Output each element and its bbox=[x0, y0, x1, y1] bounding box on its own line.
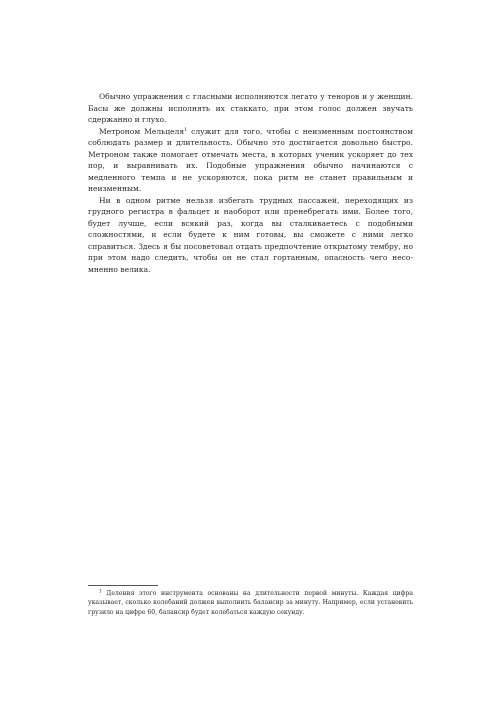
paragraph-metronome-rest: служит для того, чтобы с неизменным постоянством соблюдать размер и длительность. Обычно это достигается довольно быстро. Метроном также помогает отмечать места, в которых ученик ускоряет до тех пор, и выравнивать их. Подобные упражнения обычно начинаются с медленного темпа и не ускоряются, пока ритм не станет правильным и неизменным. bbox=[88, 126, 413, 193]
footnote-divider bbox=[88, 585, 158, 586]
footnote bbox=[88, 589, 413, 617]
footnote-number: 1 bbox=[99, 589, 102, 595]
paragraph-vowel-exercises: Обычно упражнения с гласными исполняются легато у теноров и у женщин. Басы же должны исполнять их стаккато, при этом голос должен звучать сдержанно и глухо. bbox=[88, 92, 413, 124]
paragraph-register-passages: Ни в одном ритме нельзя избегать трудных пассажей, переходящих из грудного регистра в фальцет и наоборот или пренебрегать ими. Более того, будет лучше, если всякий раз, когда вы сталкиваетесь с подобными сложностями, и если будете к ним готовы, вы сможете с ними легко справиться. Здесь я бы посоветовал отдать предпочтение открытому тембру, но при этом надо следить, чтобы он не стал гортанным, опасность чего несомненно велика. bbox=[88, 195, 413, 274]
footnote-text: Деления этого инструмента основаны на длительности первой минуты. Каждая цифра указывает, сколько колебаний должен выполнить балансир за минуту. Например, если установить грузило на цифре 60, балансир будет колебаться каждую секунду. bbox=[88, 590, 413, 616]
footnote-reference: 1 bbox=[184, 127, 188, 133]
main-text bbox=[88, 91, 413, 275]
paragraph-metronome bbox=[88, 126, 413, 195]
paragraph-metronome-start: Метроном Мельцеля bbox=[99, 126, 185, 136]
